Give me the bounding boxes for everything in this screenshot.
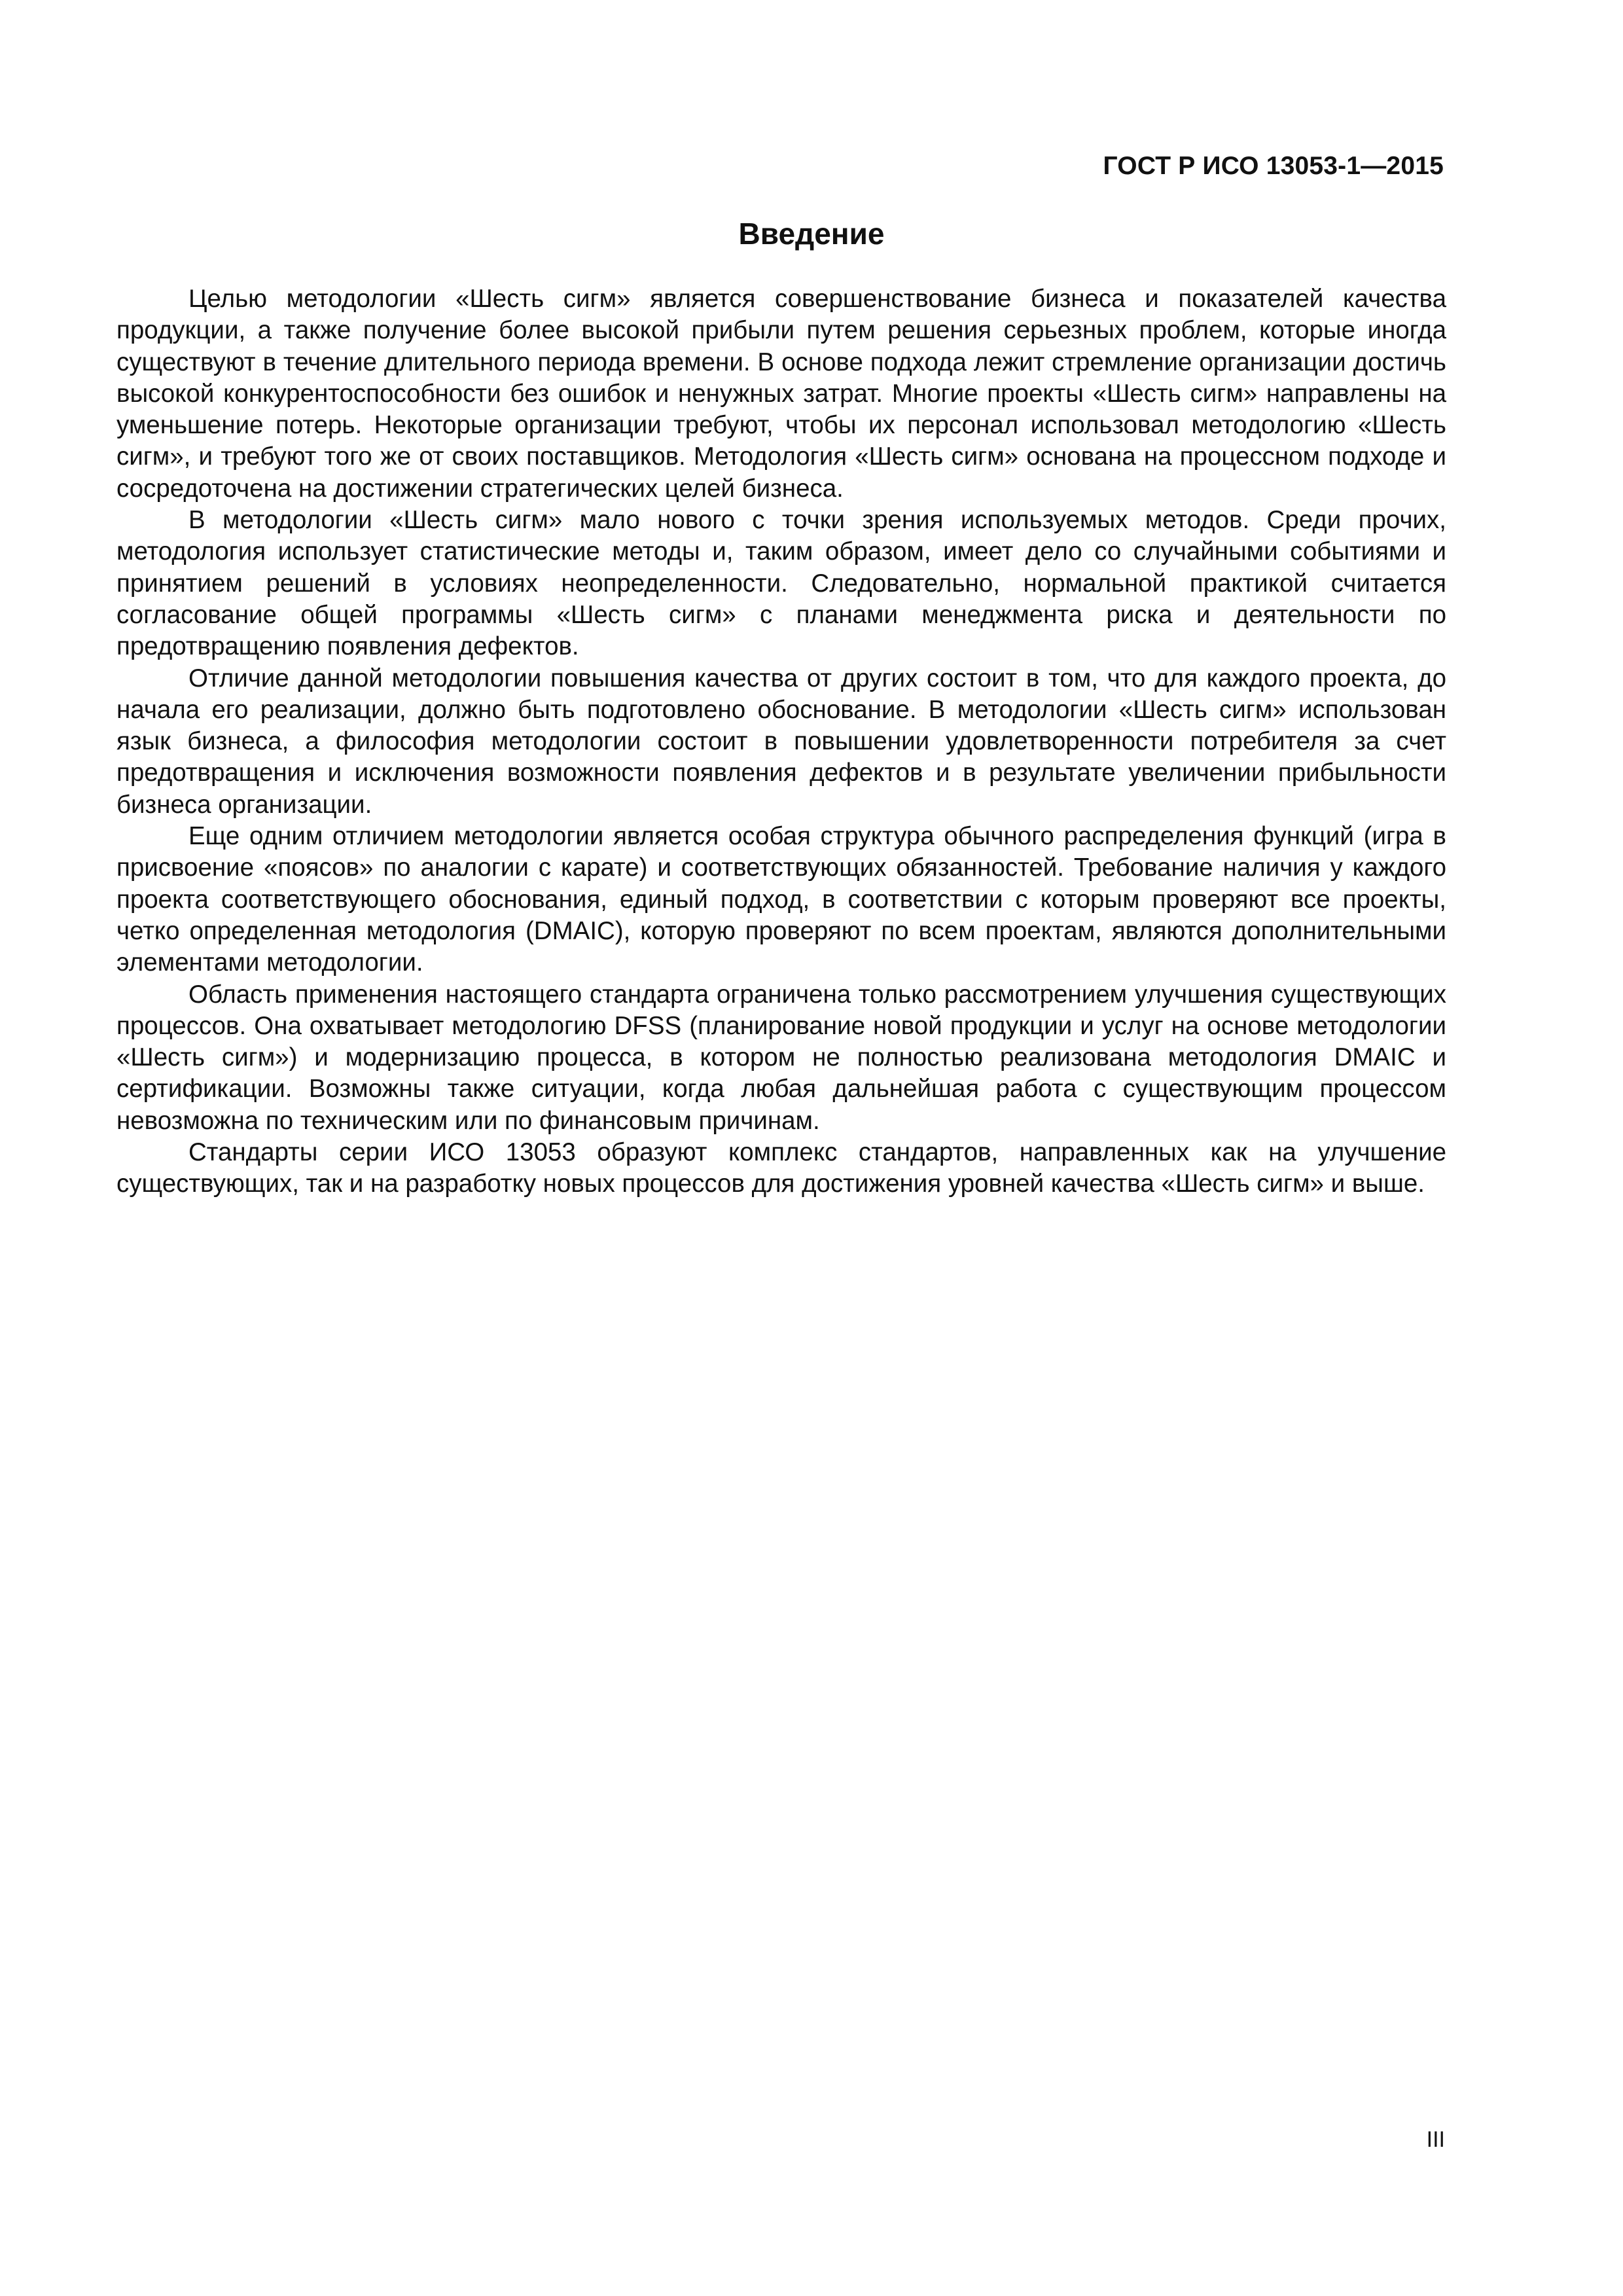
paragraph: Целью методологии «Шесть сигм» является совершенствование бизнеса и показателей качества продукции, а также получение более высокой прибыли путем решения серьезных проблем, которые иногда существуют в течение длительного периода времени. В основе подхода лежит стремление организации достичь высокой конкурентоспособности без ошибок и ненужных затрат. Многие проекты «Шесть сигм» направлены на уменьшение потерь. Некоторые организации требуют, чтобы их персонал использовал методологию «Шесть сигм», и требуют того же от своих поставщиков. Методология «Шесть сигм» основана на процессном подходе и сосредоточена на достижении стратегических целей бизнеса. — [116, 285, 1446, 503]
paragraph: Отличие данной методологии повышения качества от других состоит в том, что для каждого проекта, до начала его реализации, должно быть подготовлено обоснование. В методологии «Шесть сигм» использован язык бизнеса, а философия методологии состоит в повышении удовлетворенности потребителя за счет предотвращения и исключения возможности появления дефектов и в результате увеличении прибыльности бизнеса организации. — [116, 664, 1446, 819]
document-code: ГОСТ Р ИСО 13053-1—2015 — [1103, 152, 1444, 180]
paragraph: Еще одним отличием методологии является особая структура обычного распределения функций (игра в присвоение «поясов» по аналогии с карате) и соответствующих обязанностей. Требование наличия у каждого проекта соответствующего обоснования, единый подход, в соответствии с которым проверяют все проекты, четко определенная методология (DMAIC), которую проверяют по всем проектам, являются дополнительными элементами методологии. — [116, 822, 1446, 977]
paragraph: Стандарты серии ИСО 13053 образуют комплекс стандартов, направленных как на улучшение существующих, так и на разработку новых процессов для достижения уровней качества «Шесть сигм» и выше. — [116, 1138, 1446, 1198]
body-text — [116, 283, 1446, 1200]
page-number: III — [1426, 2127, 1445, 2152]
paragraph: Область применения настоящего стандарта ограничена только рассмотрением улучшения существующих процессов. Она охватывает методологию DFSS (планирование новой продукции и услуг на основе методологии «Шесть сигм») и модернизацию процесса, в котором не полностью реализована методология DMAIC и сертификации. Возможны также ситуации, когда любая дальнейшая работа с существующим процессом невозможна по техническим или по финансовым причинам. — [116, 980, 1446, 1135]
paragraph: В методологии «Шесть сигм» мало нового с точки зрения используемых методов. Среди прочих, методология использует статистические методы и, таким образом, имеет дело со случайными событиями и принятием решений в условиях неопределенности. Следовательно, нормальной практикой считается согласование общей программы «Шесть сигм» с планами менеджмента риска и деятельности по предотвращению появления дефектов. — [116, 506, 1446, 661]
section-title: Введение — [738, 217, 885, 251]
